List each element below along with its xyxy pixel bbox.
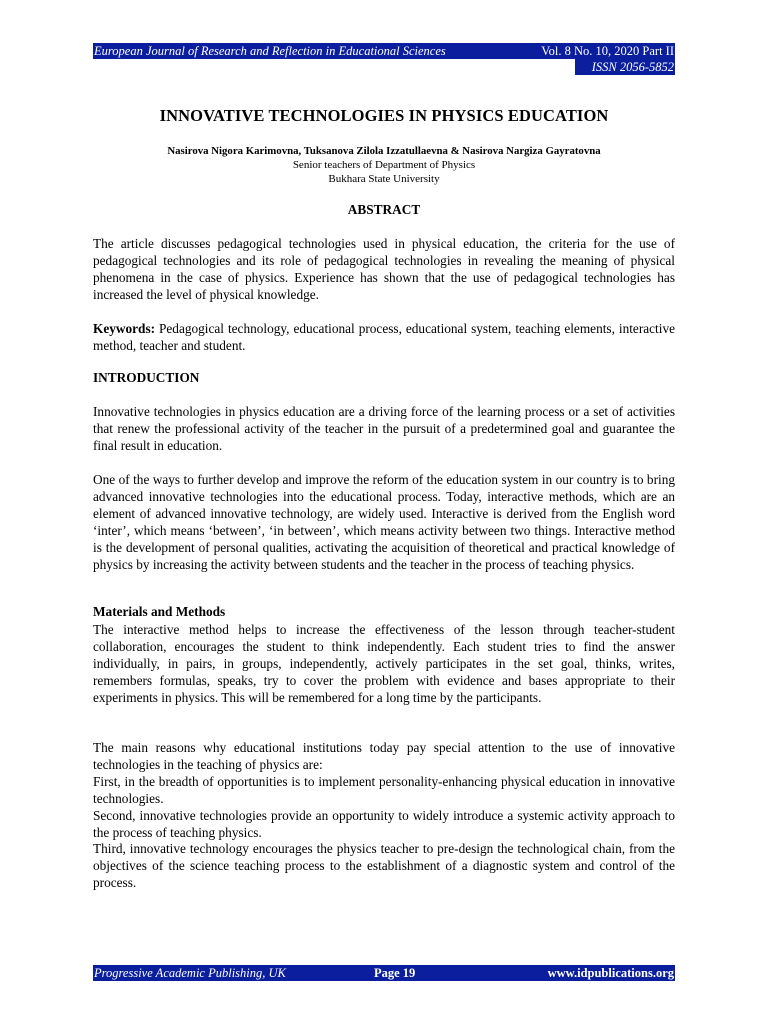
publisher-website: www.idpublications.org xyxy=(547,966,674,980)
methods-paragraph-1: The interactive method helps to increase the effectiveness of the lesson through teacher-student collaboration, encourages the student to think independently. Each student tries to find the answer individually, in pairs, in groups, independently, actively participates in the set goal, thinks, writes, remembers formulas, speaks, try to cover the problem with evidence and bases appropriate to their experiments in physics. This will be remembered for a long time by the participants. xyxy=(93,622,675,705)
document-page xyxy=(93,0,675,1024)
introduction-paragraph-2: One of the ways to further develop and improve the reform of the education system in our country is to bring advanced innovative technologies into the educational process. Today, interactive methods, which are an element of advanced innovative technology, are widely used. Interactive is derived from the English word ‘inter’, which means ‘between’, ‘in between’, which means activity between two things. Interactive method is the development of personal qualities, activating the acquisition of theoretical and practical knowledge of physics by increasing the activity between students and the teacher in the process of teaching physics. xyxy=(93,472,675,572)
issn-number: ISSN 2056-5852 xyxy=(591,60,674,74)
keywords-text: Pedagogical technology, educational process, educational system, teaching elements, interactive method, teacher and student. xyxy=(93,321,675,353)
methods-third-reason: Third, innovative technology encourages the physics teacher to pre-design the technological chain, from the objectives of the science teaching process to the establishment of a diagnostic system and control of the process. xyxy=(93,841,675,890)
introduction-heading: INTRODUCTION xyxy=(93,370,200,385)
affiliation-university: Bukhara State University xyxy=(328,173,440,185)
article-title: INNOVATIVE TECHNOLOGIES IN PHYSICS EDUCATION xyxy=(159,106,609,125)
introduction-paragraph-1: Innovative technologies in physics education are a driving force of the learning process or a set of activities that renew the professional activity of the teacher in the pursuit of a predetermined goal and guarantee the final result in education. xyxy=(93,404,675,453)
page-number: Page 19 xyxy=(374,966,416,980)
keywords-paragraph xyxy=(93,320,675,354)
volume-info: Vol. 8 No. 10, 2020 Part II xyxy=(541,44,674,58)
methods-second-reason: Second, innovative technologies provide an opportunity to widely introduce a systemic activity approach to the process of teaching physics. xyxy=(93,808,675,840)
abstract-paragraph: The article discusses pedagogical technologies used in physical education, the criteria for the use of pedagogical technologies and its role of pedagogical technologies in revealing the meaning of physical phenomena in the case of physics. Experience has shown that the use of pedagogical technologies has increased the level of physical knowledge. xyxy=(93,236,675,302)
journal-header-banner xyxy=(93,43,675,59)
publisher-name: Progressive Academic Publishing, UK xyxy=(94,966,286,980)
methods-first-reason: First, in the breadth of opportunities is to implement personality-enhancing physical education in innovative technologies. xyxy=(93,774,675,806)
keywords-label: Keywords: xyxy=(93,321,156,336)
journal-name: European Journal of Research and Reflection in Educational Sciences xyxy=(94,44,446,58)
abstract-heading: ABSTRACT xyxy=(347,202,421,217)
author-list: Nasirova Nigora Karimovna, Tuksanova Zilola Izzatullaevna & Nasirova Nargiza Gayratovna xyxy=(167,145,601,157)
methods-paragraph-2: The main reasons why educational institutions today pay special attention to the use of innovative technologies in the teaching of physics are: xyxy=(93,740,675,772)
methods-heading: Materials and Methods xyxy=(93,604,226,619)
affiliation-department: Senior teachers of Department of Physics xyxy=(292,159,476,171)
issn-banner xyxy=(575,59,675,75)
footer-banner xyxy=(93,965,675,981)
